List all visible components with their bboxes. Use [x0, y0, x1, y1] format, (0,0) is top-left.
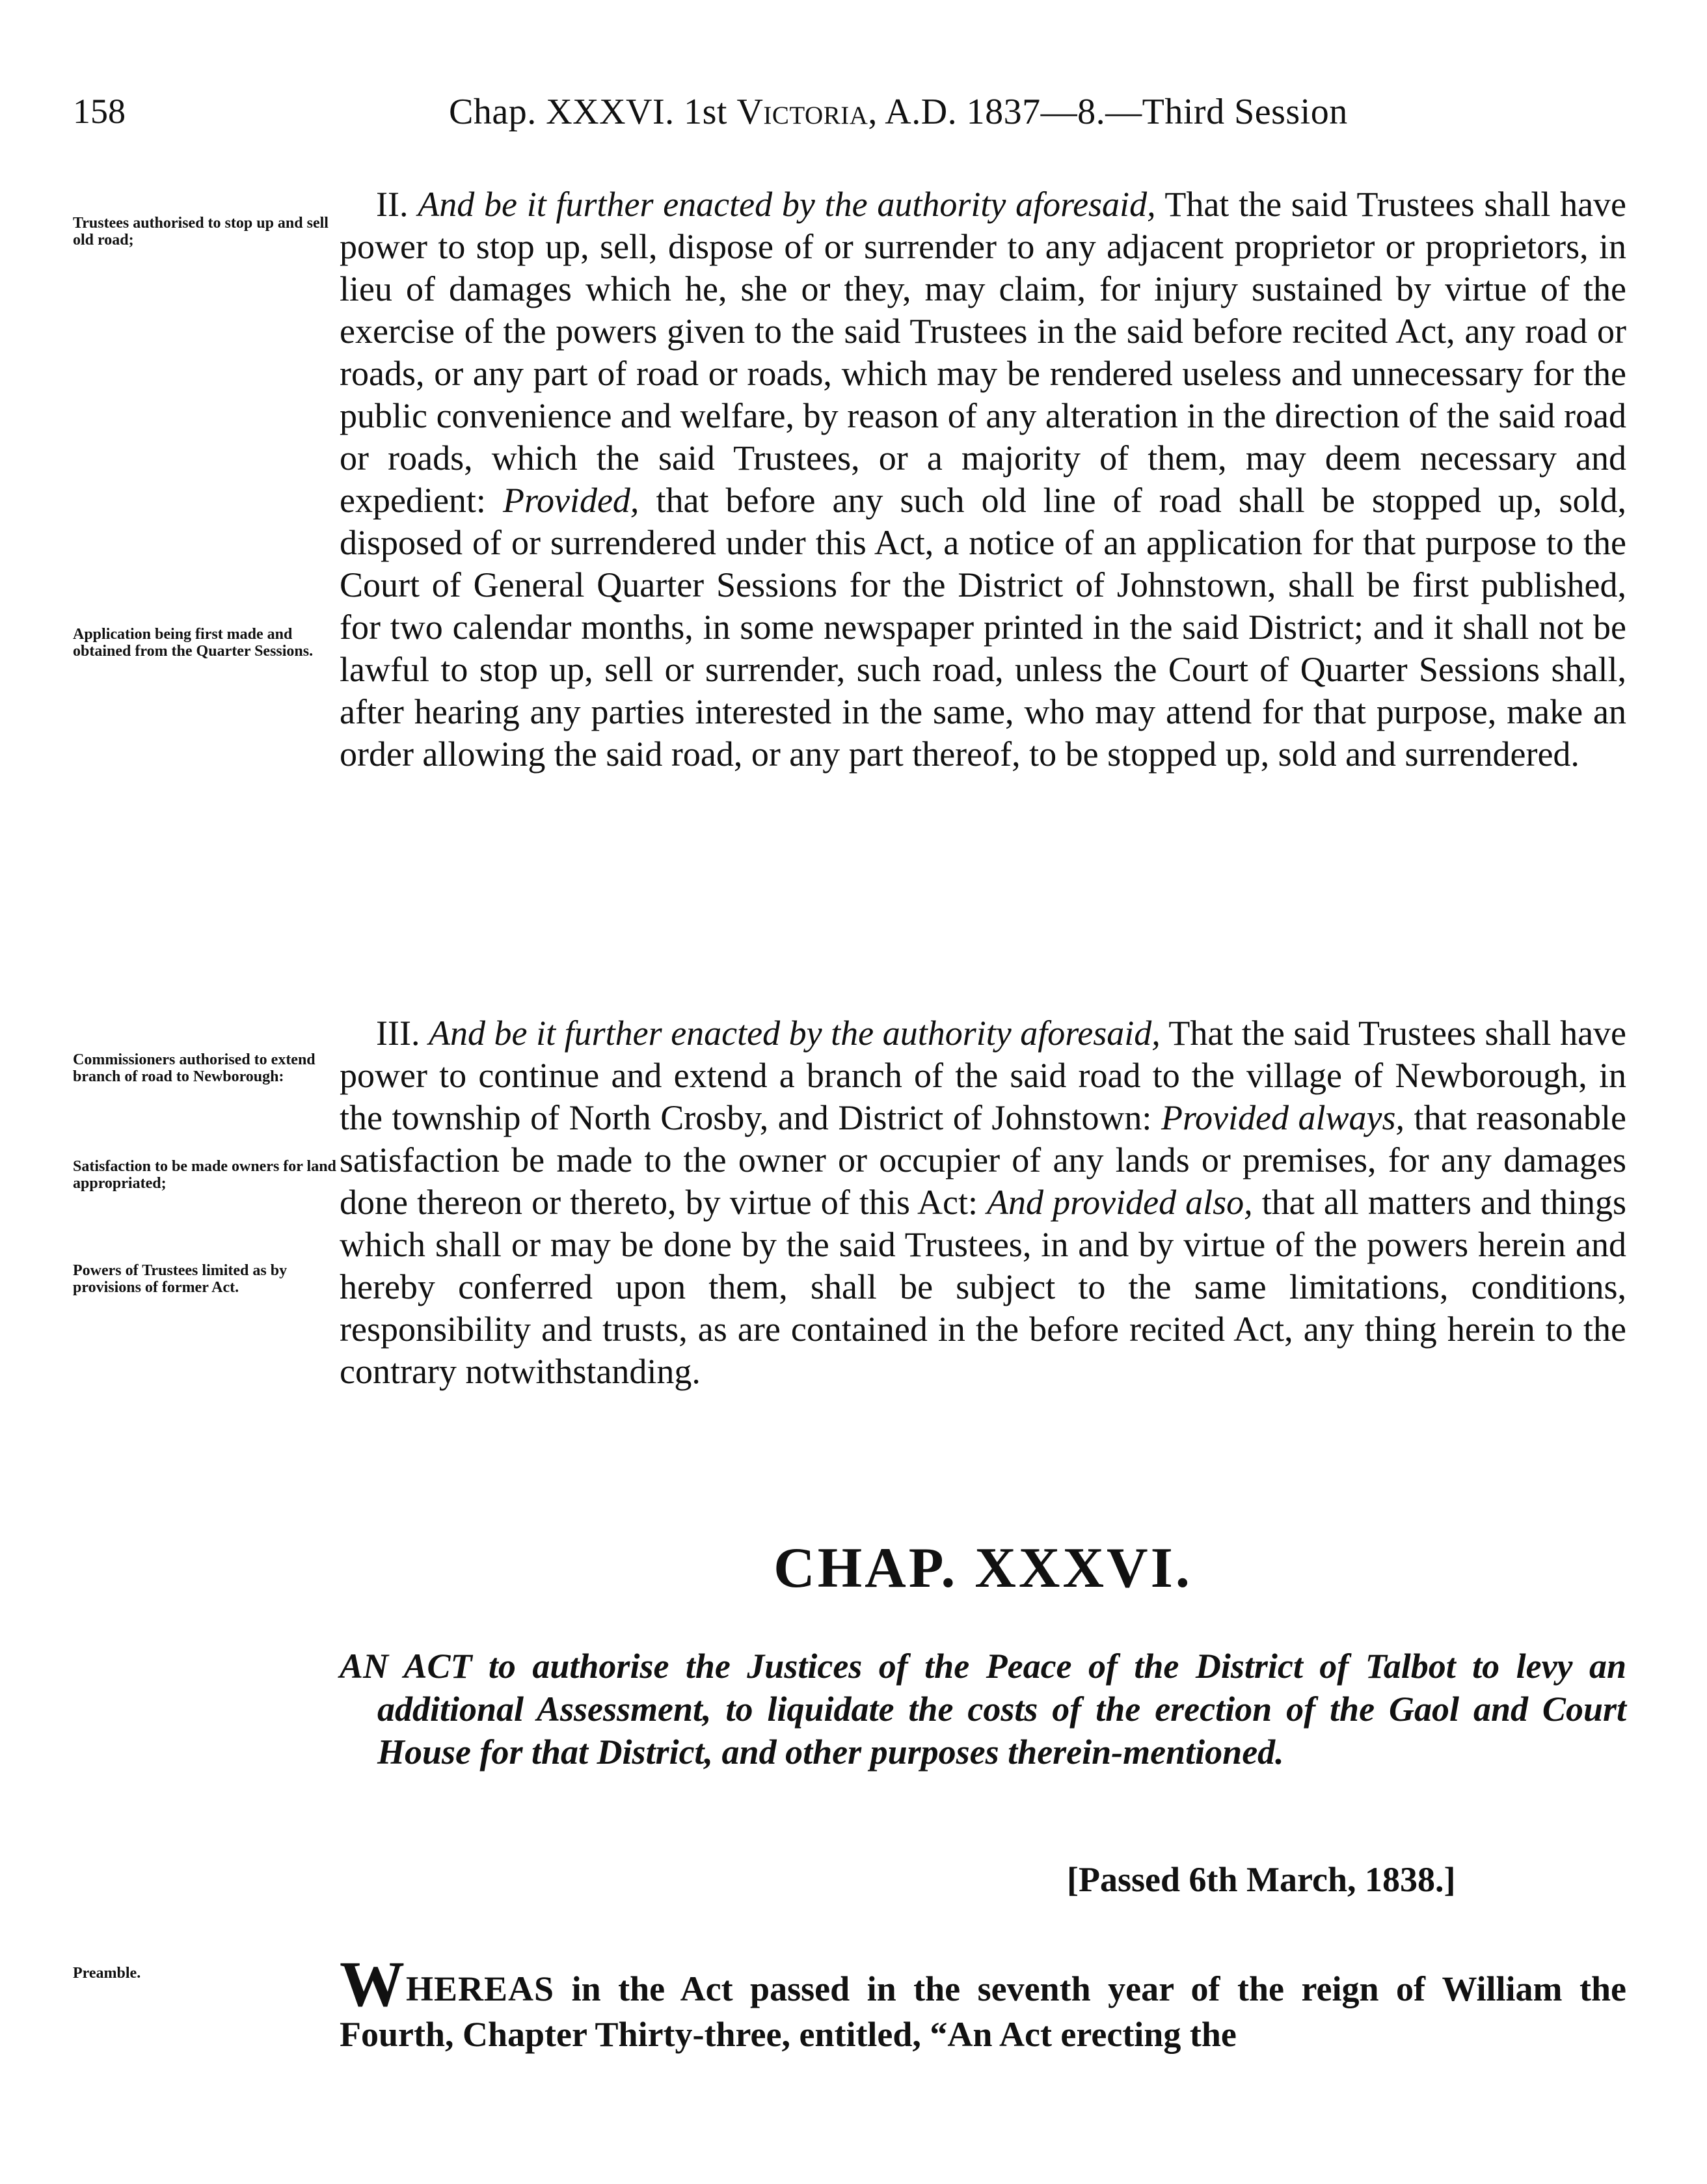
margin-note-commissioners-newborough: Commissioners authorised to extend branch of road to Newborough:	[73, 1051, 316, 1085]
section-2-proviso: Provided,	[502, 481, 639, 520]
drop-cap: W	[340, 1948, 405, 2020]
page-number: 158	[73, 92, 126, 131]
margin-note-satisfaction-owners: Satisfaction to be made owners for land appropriated;	[73, 1158, 336, 1192]
margin-note-preamble: Preamble.	[73, 1965, 141, 1982]
section-3-proviso-2: And provided also,	[987, 1183, 1253, 1222]
running-title-pre: Chap. XXXVI. 1st	[449, 92, 737, 132]
section-2-text-2: that before any such old line of road shall be stopped up, sold, disposed of or surrendered under this Act, a notice of an application for that purpose to the Court of General Quarter Sessions for the District of Johnstown, shall be first published, for two calendar months, in some newspaper printed in the said District; and it shall not be lawful to stop up, sell or surrender, such road, unless the Court of Quarter Sessions shall, after hearing any parties interested in the same, who may attend for that purpose, make an order allowing the said road, or any part thereof, to be stopped up, sold and surrendered.	[340, 481, 1626, 774]
section-3-paragraph	[340, 1012, 1626, 1393]
section-3-text-3: that all matters and things which shall or may be done by the said Trustees, in and by virtue of the powers herein and hereby conferred upon them, shall be subject to the same limitations, conditions, responsibility and trusts, as are contained in the before recited Act, any thing herein to the contrary notwithstanding.	[340, 1183, 1627, 1391]
section-3-proviso: Provided always,	[1161, 1098, 1405, 1137]
section-2-numeral: II.	[376, 185, 409, 224]
section-2-text-1: That the said Trustees shall have power to stop up, sell, dispose of or surrender to any adjacent proprietor or proprietors, in lieu of damages which he, she or they, may claim, for injury sustained by virtue of the exercise of the powers given to the said Trustees in the said before recited Act, any road or roads, or any part of road or roads, which may be rendered useless and unnecessary for the public convenience and welfare, by reason of any alteration in the direction of the said road or roads, which the said Trustees, or a majority of them, may deem necessary and expedient:	[340, 185, 1627, 520]
act-title: AN ACT to authorise the Justices of the Peace of the District of Talbot to levy an additional Assessment, to liquidate the costs of the erection of the Gaol and Court House for that District, and other purposes therein-mentioned.	[340, 1647, 1626, 1772]
preamble-caps-word: HEREAS	[406, 1969, 555, 2008]
preamble-paragraph	[340, 1948, 1626, 2057]
margin-note-powers-limited: Powers of Trustees limited as by provisions of former Act.	[73, 1262, 288, 1296]
running-title	[449, 91, 1348, 133]
section-3-enacting-clause: And be it further enacted by the authority aforesaid,	[429, 1014, 1161, 1053]
section-3	[340, 1012, 1626, 1393]
preamble-text: in the Act passed in the seventh year of the reign of William the Fourth, Chapter Thirty-three, entitled, “An Act erecting the	[340, 1969, 1626, 2054]
section-3-text-1: That the said Trustees shall have power to continue and extend a branch of the said road to the village of Newborough, in the township of North Crosby, and District of Johnstown:	[340, 1014, 1627, 1137]
margin-note-application-quarter-sessions: Application being first made and obtained from the Quarter Sessions.	[73, 626, 314, 660]
section-3-text-2: that reasonable satisfaction be made to the owner or occupier of any lands or premises, for any damages done thereon or thereto, by virtue of this Act:	[340, 1098, 1627, 1222]
chapter-heading: CHAP. XXXVI.	[773, 1537, 1192, 1600]
running-title-post: , A.D. 1837—8.—Third Session	[868, 92, 1348, 132]
section-2	[340, 183, 1626, 775]
section-2-paragraph	[340, 183, 1626, 775]
section-3-numeral: III.	[376, 1014, 420, 1053]
section-2-enacting-clause: And be it further enacted by the authority aforesaid,	[418, 185, 1156, 224]
margin-note-trustees-authorised: Trustees authorised to stop up and sell old road;	[73, 215, 329, 249]
running-title-victoria: Victoria	[736, 92, 868, 132]
passed-date: [Passed 6th March, 1838.]	[1067, 1860, 1456, 1899]
